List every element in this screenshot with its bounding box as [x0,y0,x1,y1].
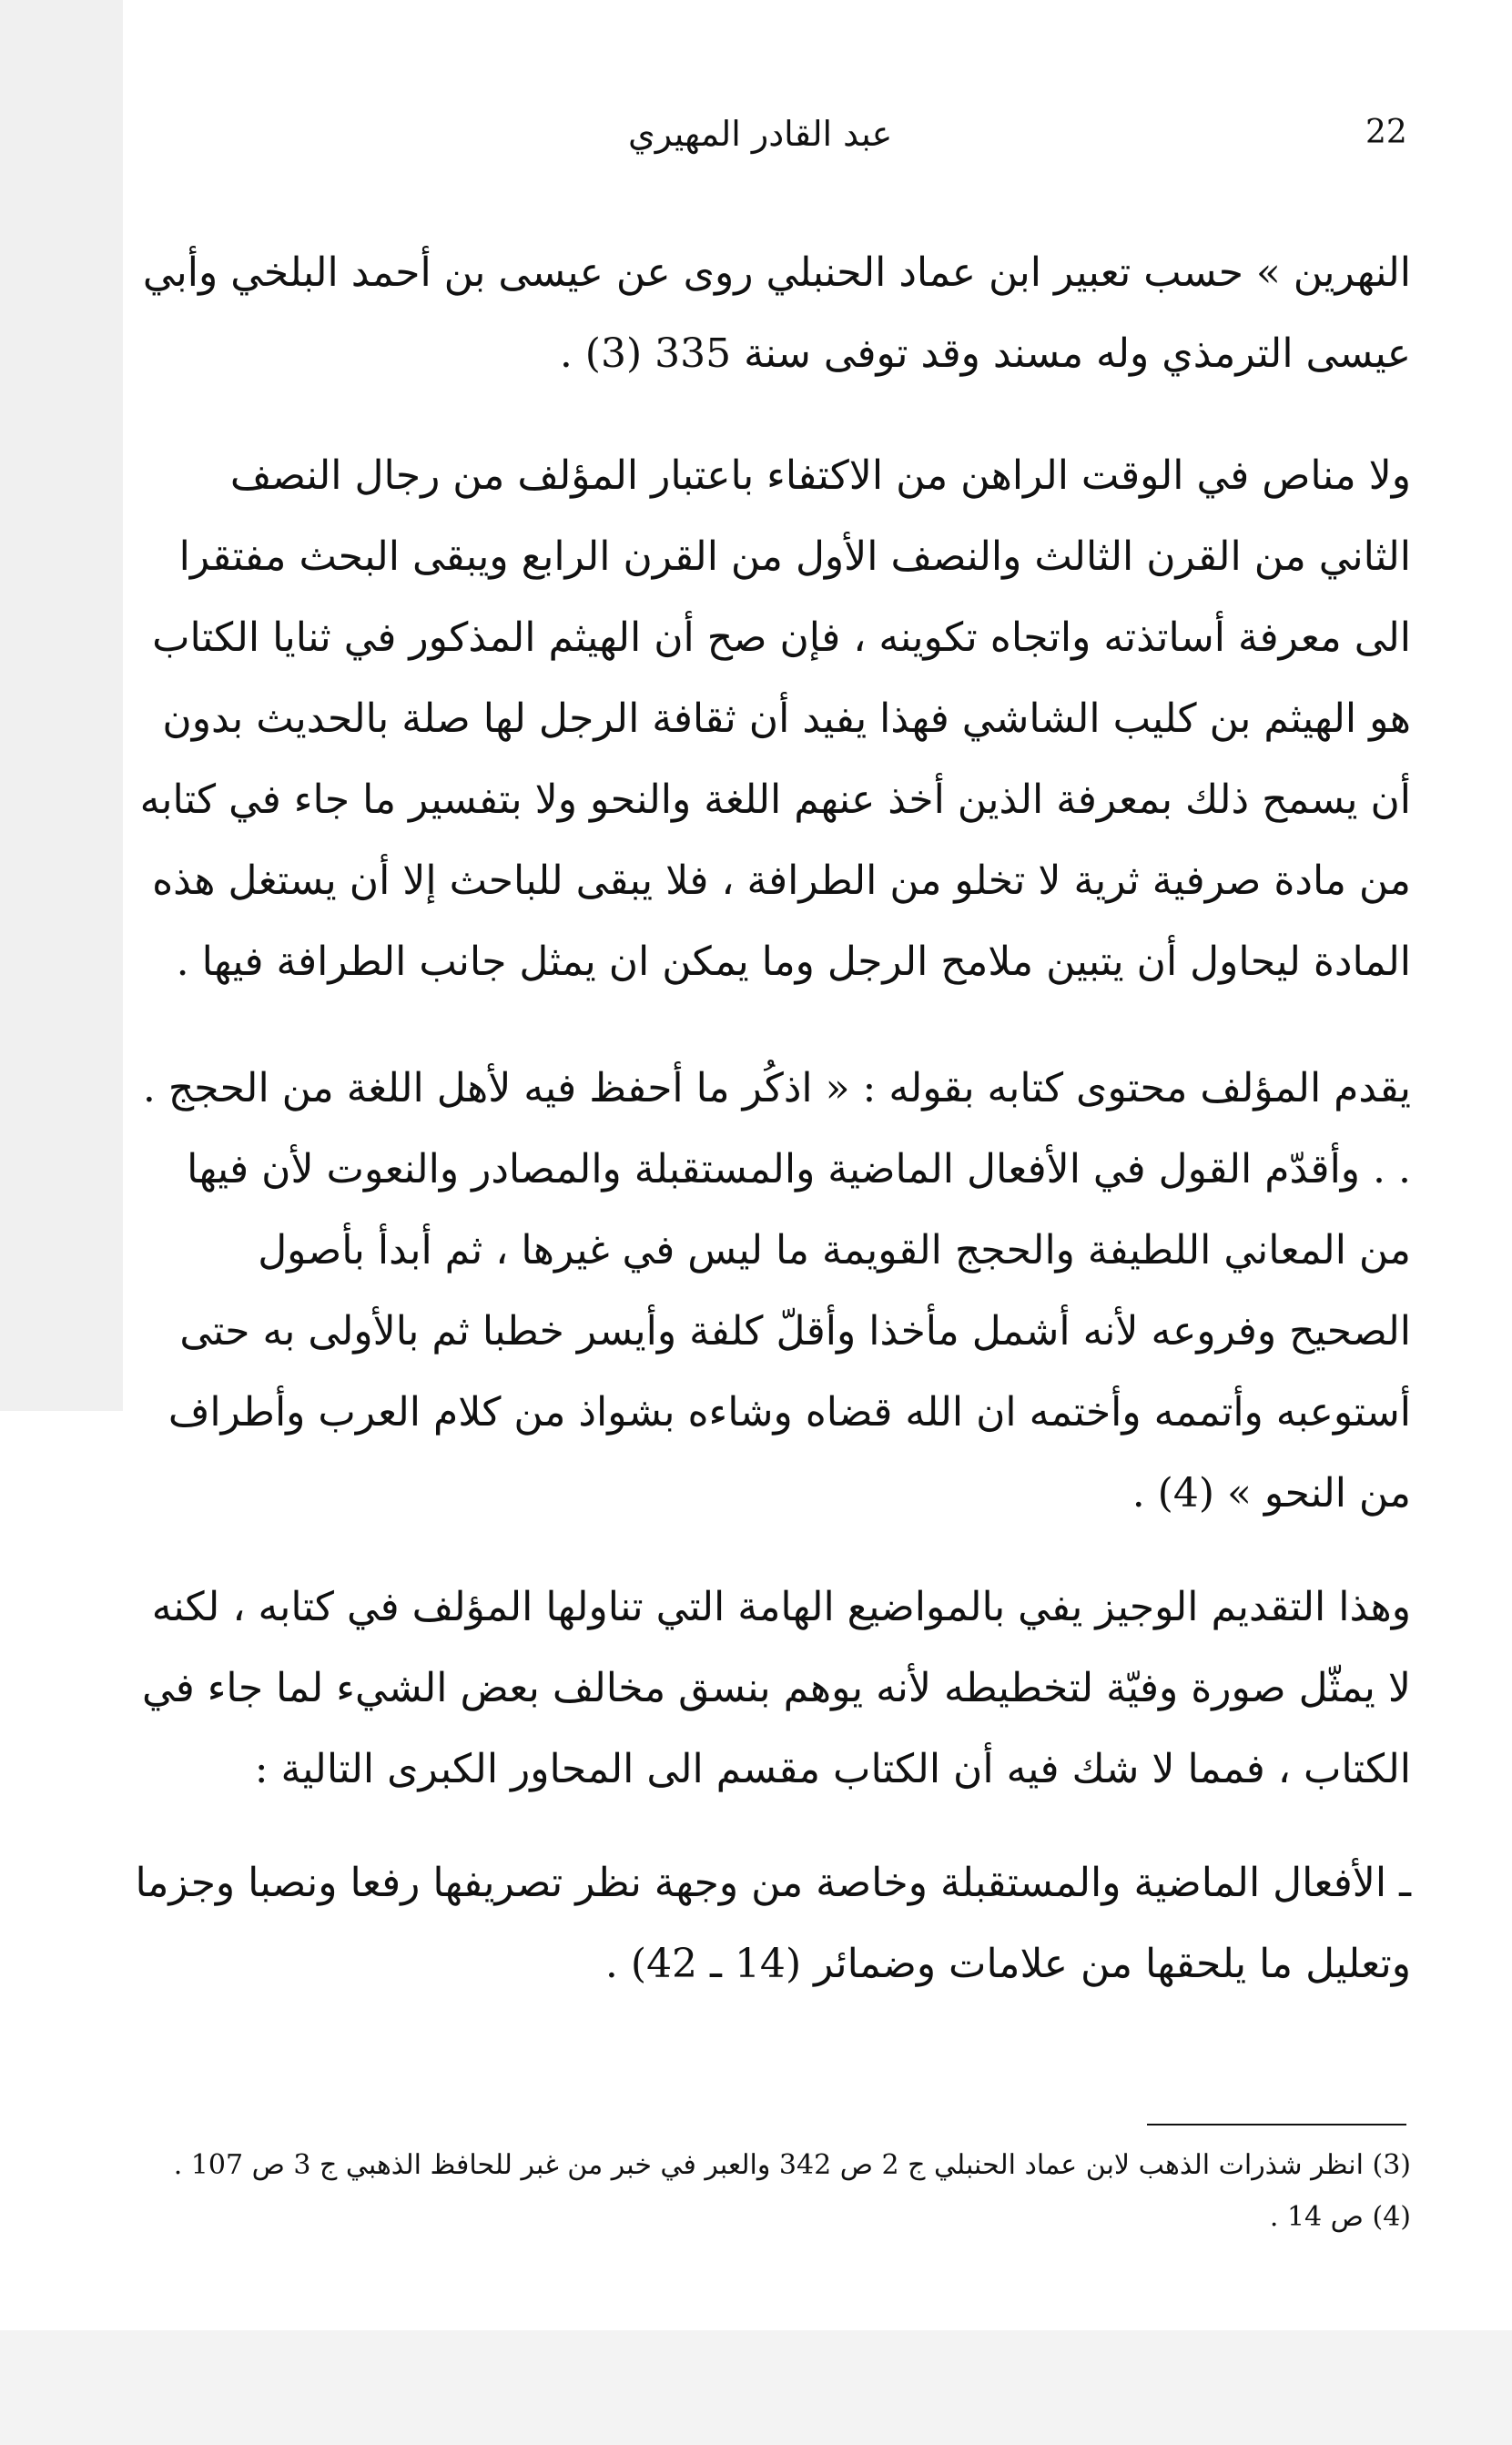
page-header [0,114,1512,168]
footnote: (4) ص 14 . [1269,2201,1411,2233]
footnotes [127,2139,1411,2243]
paragraph: النهرين » حسب تعبير ابن عماد الحنبلي روى عن عيسى بن أحمد البلخي وأبي عيسى الترمذي وله مسند وقد توفى سنة 335 (3) . [142,249,1411,377]
running-head: عبد القادر المهيري [628,114,893,154]
scan-margin [0,0,123,1411]
footnote: (3) انظر شذرات الذهب لابن عماد الحنبلي ج 2 ص 342 والعبر في خبر من غبر للحافظ الذهبي ج 3 ص 107 . [173,2149,1411,2181]
paragraph: وهذا التقديم الوجيز يفي بالمواضيع الهامة التي تناولها المؤلف في كتابه ، لكنه لا يمثّل صورة وفيّة لتخطيطه لأنه يوهم بنسق مخالف بعض الشيء لما جاء في الكتاب ، فمما لا شك فيه أن الكتاب مقسم الى المحاور الكبرى التالية : [142,1584,1411,1792]
footnote-divider [1147,2124,1406,2125]
paragraph: ولا مناص في الوقت الراهن من الاكتفاء باعتبار المؤلف من رجال النصف الثاني من القرن الثالث والنصف الأول من القرن الرابع ويبقى البحث مفتقرا الى معرفة أساتذته واتجاه تكوينه ، فإن صح أن الهيثم المذكور في ثنايا الكتاب هو الهيثم بن كليب الشاشي فهذا يفيد أن ثقافة الرجل لها صلة بالحديث بدون أن يسمح ذلك بمعرفة الذين أخذ عنهم اللغة والنحو ولا بتفسير ما جاء في كتابه من مادة صرفية ثرية لا تخلو من الطرافة ، فلا يبقى للباحث إلا أن يستغل هذه المادة ليحاول أن يتبين ملامح الرجل وما يمكن ان يمثل جانب الطرافة فيها . [139,452,1411,985]
page-number: 22 [1365,114,1407,151]
paragraph: ـ الأفعال الماضية والمستقبلة وخاصة من وجهة نظر تصريفها رفعا ونصبا وجزما وتعليل ما يلحقها من علامات وضمائر (14 ـ 42) . [135,1860,1411,1987]
body-text [127,232,1411,2039]
scan-bottom-margin [0,2330,1512,2445]
paragraph: يقدم المؤلف محتوى كتابه بقوله : « اذكُر ما أحفظ فيه لأهل اللغة من الحجج . . . وأقدّم القول في الأفعال الماضية والمستقبلة والمصادر والنعوت لأن فيها من المعاني اللطيفة والحجج القويمة ما ليس في غيرها ، ثم أبدأ بأصول الصحيح وفروعه لأنه أشمل مأخذا وأقلّ كلفة وأيسر خطبا ثم بالأولى به حتى أستوعبه وأتممه وأختمه ان الله قضاه وشاءه بشواذ من كلام العرب وأطراف من النحو » (4) . [142,1065,1411,1517]
